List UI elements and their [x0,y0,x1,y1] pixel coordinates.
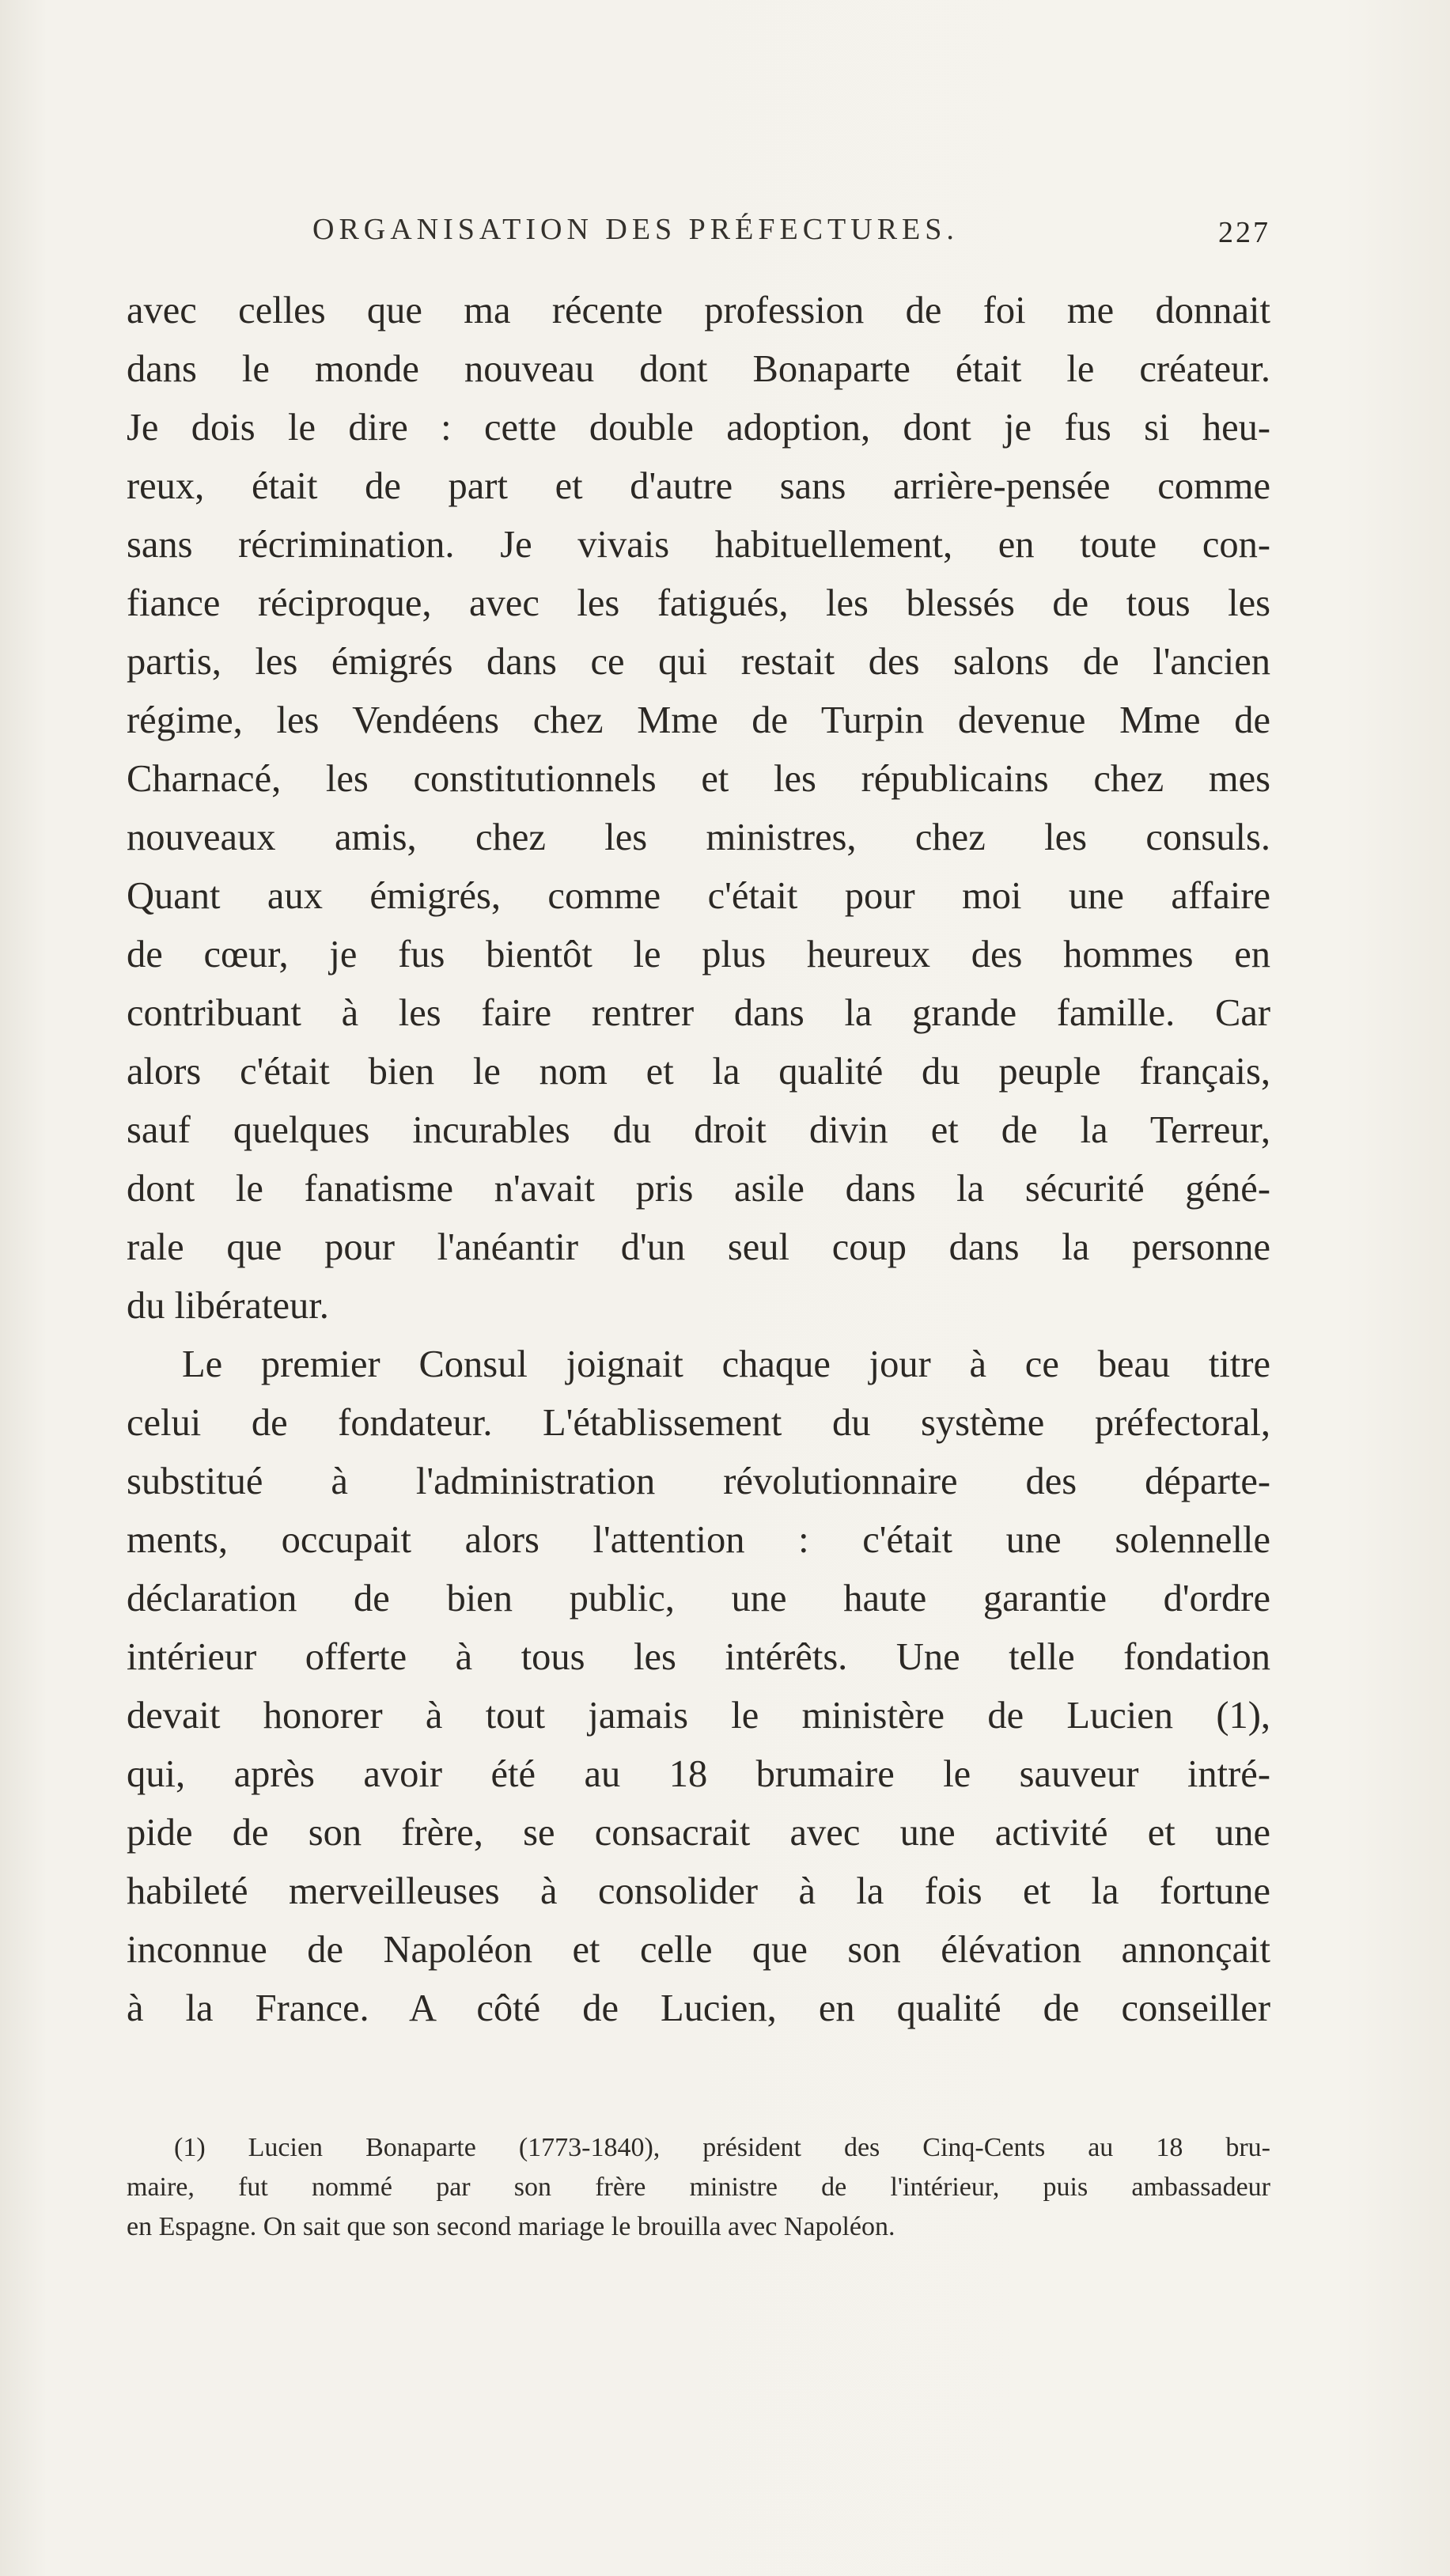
text-line: nouveaux amis, chez les ministres, chez les consuls. [127,816,1270,858]
text-line: Je dois le dire : cette double adoption, dont je fus si heu- [127,407,1270,449]
text-line: pide de son frère, se consacrait avec une activité et une [127,1812,1270,1854]
text-line: de cœur, je fus bientôt le plus heureux des hommes en [127,934,1270,975]
text-line-paragraph-start: Le premier Consul joignait chaque jour à ce beau titre [182,1343,1270,1385]
text-line: dans le monde nouveau dont Bonaparte était le créateur. [127,348,1270,390]
text-line: à la France. A côté de Lucien, en qualité de conseiller [127,1987,1270,2029]
text-line: devait honorer à tout jamais le ministère de Lucien (1), [127,1695,1270,1737]
text-line: inconnue de Napoléon et celle que son élévation annonçait [127,1929,1270,1971]
text-line: Quant aux émigrés, comme c'était pour moi une affaire [127,875,1270,917]
footnote-line: en Espagne. On sait que son second mariage le brouilla avec Napoléon. [127,2212,895,2241]
text-line: celui de fondateur. L'établissement du système préfectoral, [127,1402,1270,1444]
text-line: alors c'était bien le nom et la qualité du peuple français, [127,1051,1270,1093]
text-line: contribuant à les faire rentrer dans la grande famille. Car [127,992,1270,1034]
text-line: reux, était de part et d'autre sans arrière-pensée comme [127,465,1270,507]
body-text [127,282,1270,2038]
text-line: régime, les Vendéens chez Mme de Turpin devenue Mme de [127,699,1270,741]
text-line: habileté merveilleuses à consolider à la fois et la fortune [127,1870,1270,1912]
text-line: avec celles que ma récente profession de foi me donnait [127,290,1270,331]
running-title: ORGANISATION DES PRÉFECTURES. [312,213,959,246]
text-line: déclaration de bien public, une haute garantie d'ordre [127,1578,1270,1619]
text-line: qui, après avoir été au 18 brumaire le sauveur intré- [127,1753,1270,1795]
footnote-line: maire, fut nommé par son frère ministre de l'intérieur, puis ambassadeur [127,2173,1270,2202]
text-line: dont le fanatisme n'avait pris asile dans la sécurité géné- [127,1168,1270,1210]
text-line-paragraph-end: du libérateur. [127,1285,329,1327]
text-line: fiance réciproque, avec les fatigués, les blessés de tous les [127,582,1270,624]
text-line: rale que pour l'anéantir d'un seul coup dans la personne [127,1226,1270,1268]
page-header [127,212,1270,256]
text-line: partis, les émigrés dans ce qui restait des salons de l'ancien [127,641,1270,683]
footnote [127,2128,1270,2247]
text-line: intérieur offerte à tous les intérêts. Une telle fondation [127,1636,1270,1678]
text-line: substitué à l'administration révolutionnaire des départe- [127,1460,1270,1502]
text-line: Charnacé, les constitutionnels et les républicains chez mes [127,758,1270,800]
page-number: 227 [1218,216,1270,249]
text-line: sans récrimination. Je vivais habituellement, en toute con- [127,524,1270,566]
footnote-line: (1) Lucien Bonaparte (1773-1840), président des Cinq-Cents au 18 bru- [174,2133,1270,2162]
text-line: sauf quelques incurables du droit divin et de la Terreur, [127,1109,1270,1151]
text-line: ments, occupait alors l'attention : c'était une solennelle [127,1519,1270,1561]
